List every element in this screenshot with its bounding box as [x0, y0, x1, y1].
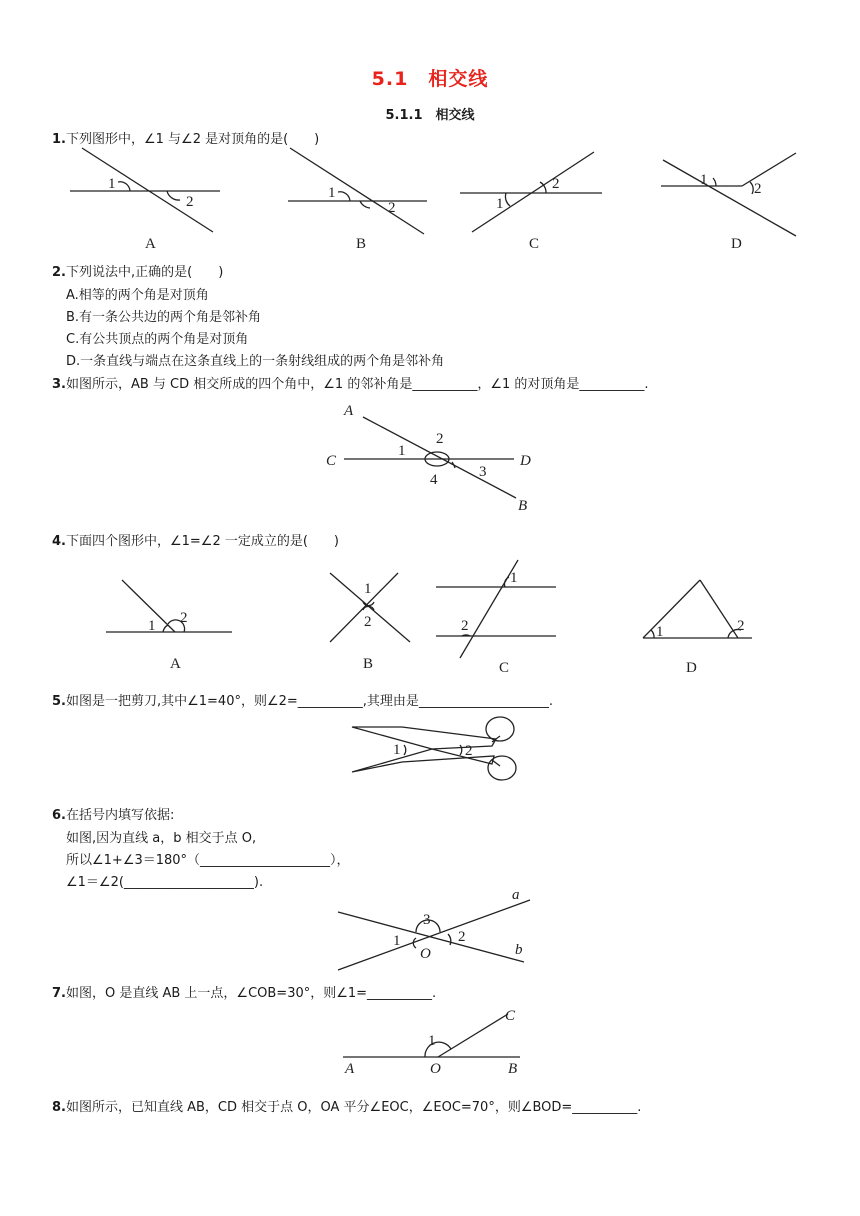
svg-text:3: 3 — [479, 464, 487, 480]
question-text: 下列图形中，∠1 与∠2 是对顶角的是( ) — [65, 132, 320, 147]
svg-text:2: 2 — [754, 181, 762, 197]
svg-text:1: 1 — [496, 196, 504, 212]
svg-text:B: B — [518, 498, 528, 514]
svg-text:1: 1 — [364, 581, 372, 597]
svg-text:1: 1 — [700, 172, 708, 188]
svg-text:C: C — [499, 660, 510, 676]
q1-option-c: C — [529, 236, 540, 252]
svg-text:1: 1 — [398, 443, 406, 459]
option-a: A.相等的两个角是对顶角 — [66, 288, 209, 303]
option-c: C.有公共顶点的两个角是对顶角 — [66, 332, 249, 347]
svg-text:B: B — [363, 656, 374, 672]
svg-text:1: 1 — [510, 570, 518, 586]
q1-option-a: A — [145, 236, 156, 252]
svg-text:O: O — [420, 946, 431, 962]
svg-text:B: B — [508, 1061, 518, 1077]
question-6: 6.在括号内填写依据: — [52, 808, 175, 823]
svg-text:2: 2 — [458, 929, 466, 945]
svg-text:2: 2 — [388, 200, 396, 216]
question-2: 2.下列说法中,正确的是( ) — [52, 265, 224, 280]
svg-text:O: O — [430, 1061, 441, 1077]
svg-text:2: 2 — [364, 614, 372, 630]
q6-line-1: 如图,因为直线 a，b 相交于点 O, — [66, 831, 257, 846]
svg-text:2: 2 — [737, 618, 745, 634]
svg-text:3: 3 — [423, 912, 431, 928]
svg-text:a: a — [512, 887, 520, 903]
svg-text:2: 2 — [465, 743, 473, 759]
svg-text:D: D — [686, 660, 697, 676]
svg-text:4: 4 — [430, 472, 438, 488]
q6-line-3: ∠1＝∠2(____________________). — [66, 875, 264, 890]
svg-text:C: C — [326, 453, 337, 469]
svg-text:1: 1 — [428, 1033, 436, 1049]
q1-a-label-1: 1 — [108, 176, 116, 192]
svg-text:A: A — [345, 1061, 355, 1077]
svg-text:A: A — [170, 656, 181, 672]
svg-text:2: 2 — [436, 431, 444, 447]
svg-text:C: C — [505, 1008, 516, 1024]
option-d: D.一条直线与端点在这条直线上的一条射线组成的两个角是邻补角 — [66, 354, 445, 369]
q6-line-2: 所以∠1+∠3＝180°（____________________）， — [66, 853, 350, 868]
svg-text:2: 2 — [552, 176, 560, 192]
question-7: 7.如图，O 是直线 AB 上一点，∠COB=30°，则∠1=__________. — [52, 986, 437, 1001]
svg-text:2: 2 — [461, 618, 469, 634]
option-b: B.有一条公共边的两个角是邻补角 — [66, 310, 262, 325]
question-number: 1. — [52, 132, 66, 147]
question-4: 4.下面四个图形中，∠1=∠2 一定成立的是( ) — [52, 534, 340, 549]
section-subtitle: 5.1.1 相交线 — [385, 108, 475, 123]
page-title: 5.1 相交线 — [371, 68, 489, 90]
svg-text:b: b — [515, 942, 523, 958]
svg-text:1: 1 — [393, 742, 401, 758]
svg-text:1: 1 — [656, 624, 664, 640]
svg-text:D: D — [520, 453, 531, 469]
q1-option-b: B — [356, 236, 367, 252]
question-5: 5.如图是一把剪刀,其中∠1=40°，则∠2=__________,其理由是____________________. — [52, 694, 554, 709]
svg-text:2: 2 — [180, 610, 188, 626]
svg-text:2: 2 — [186, 194, 194, 210]
question-8: 8.如图所示，已知直线 AB，CD 相交于点 O，OA 平分∠EOC，∠EOC=70°，则∠BOD=__________. — [52, 1100, 642, 1115]
svg-text:1: 1 — [328, 185, 336, 201]
q1-option-d: D — [731, 236, 742, 252]
svg-text:1: 1 — [148, 618, 156, 634]
svg-text:A: A — [344, 403, 354, 419]
question-3: 3.如图所示，AB 与 CD 相交所成的四个角中，∠1 的邻补角是__________，∠1 的对顶角是__________. — [52, 377, 649, 392]
svg-text:1: 1 — [393, 933, 401, 949]
